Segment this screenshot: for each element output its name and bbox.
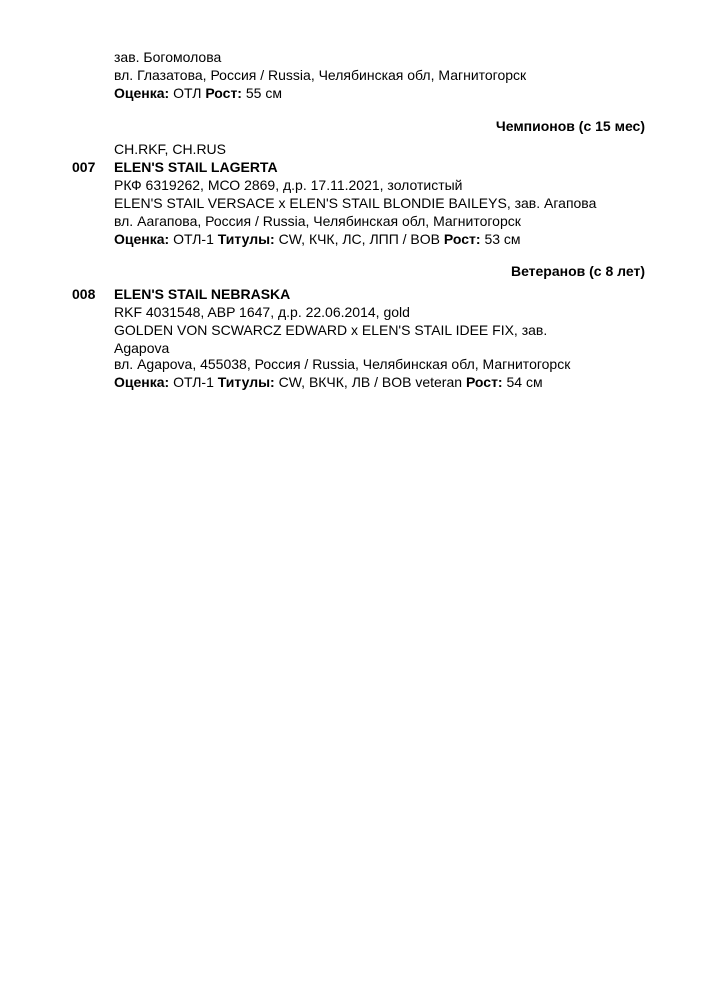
height-value: 55 см	[245, 85, 282, 101]
dog-evaluation	[114, 373, 543, 391]
grade-value: ОТЛ-1	[173, 374, 214, 390]
dog-owner: вл. Аагапова, Россия / Russia, Челябинская обл, Магнитогорск	[114, 213, 521, 229]
dog-name: ELEN'S STAIL NEBRASKA	[114, 286, 291, 302]
dog-parents: GOLDEN VON SCWARCZ EDWARD x ELEN'S STAIL IDEE FIX, зав.	[114, 322, 548, 338]
dog-registration: RKF 4031548, ABP 1647, д.р. 22.06.2014, gold	[114, 304, 410, 320]
prev-entry-owner: вл. Глазатова, Россия / Russia, Челябинская обл, Магнитогорск	[114, 67, 527, 83]
dog-evaluation	[114, 230, 521, 248]
height-value: 53 см	[484, 231, 521, 247]
height-label: Рост:	[205, 85, 242, 101]
height-label: Рост:	[465, 374, 503, 390]
titles-label: Титулы:	[217, 231, 275, 247]
titles-value: CW, КЧК, ЛС, ЛПП / BOB	[278, 231, 440, 247]
entry-number: 008	[72, 286, 96, 302]
grade-label: Оценка:	[114, 85, 170, 101]
grade-value: ОТЛ	[173, 85, 202, 101]
section-heading-champions: Чемпионов (с 15 мес)	[495, 118, 645, 134]
dog-parents-continued: Agapova	[114, 340, 170, 356]
prev-entry-evaluation	[114, 84, 282, 102]
dog-owner: вл. Agapova, 455038, Россия / Russia, Челябинская обл, Магнитогорск	[114, 356, 571, 372]
titles-label: Титулы:	[217, 374, 275, 390]
grade-value: ОТЛ-1	[173, 231, 214, 247]
titles-value: CW, ВКЧК, ЛВ / BOB veteran	[278, 374, 463, 390]
height-value: 54 см	[506, 374, 543, 390]
grade-label: Оценка:	[114, 374, 170, 390]
grade-label: Оценка:	[114, 231, 170, 247]
section-titles-line: CH.RKF, CH.RUS	[114, 141, 227, 157]
dog-parents: ELEN'S STAIL VERSACE x ELEN'S STAIL BLONDIE BAILEYS, зав. Агапова	[114, 195, 597, 211]
dog-name: ELEN'S STAIL LAGERTA	[114, 159, 278, 175]
entry-number: 007	[72, 159, 96, 175]
section-heading-veterans: Ветеранов (с 8 лет)	[510, 263, 645, 279]
dog-registration: РКФ 6319262, МСО 2869, д.р. 17.11.2021, золотистый	[114, 177, 463, 193]
prev-entry-breeder: зав. Богомолова	[114, 49, 222, 65]
height-label: Рост:	[443, 231, 481, 247]
